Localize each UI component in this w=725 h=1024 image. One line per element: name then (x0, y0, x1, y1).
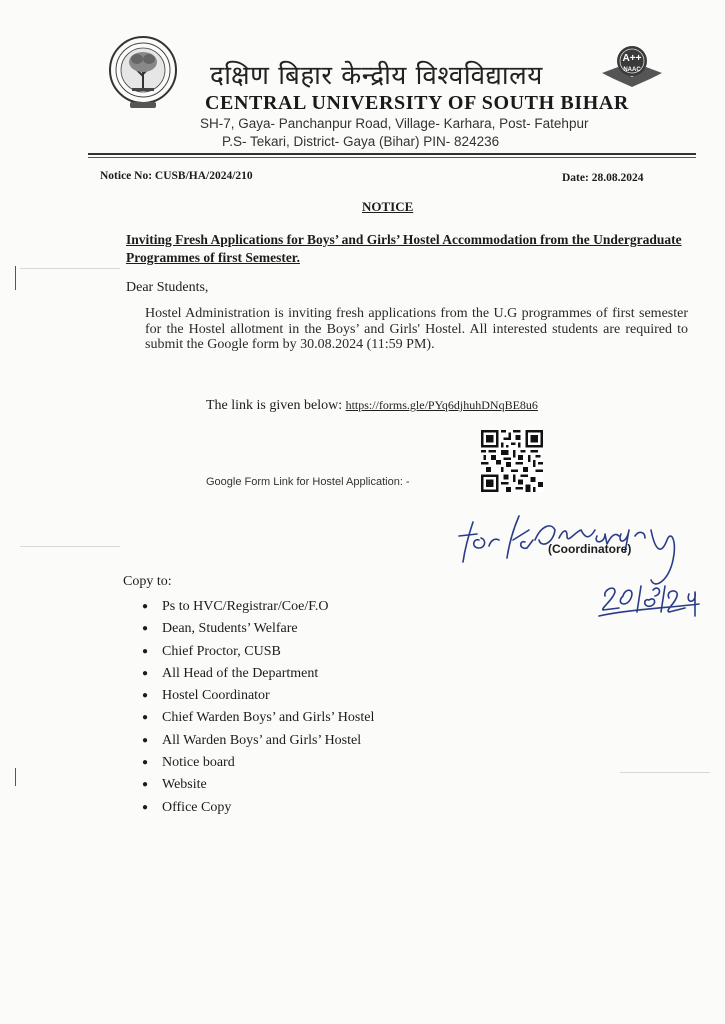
address-line-2: P.S- Tekari, District- Gaya (Bihar) PIN- 824236 (222, 134, 500, 149)
bullet-icon: ● (142, 734, 149, 746)
list-item: ● Chief Proctor, CUSB (142, 641, 374, 663)
scan-mark (15, 768, 16, 786)
list-item: ● Ps to HVC/Registrar/Coe/F.O (142, 596, 374, 618)
header-rule (88, 153, 696, 155)
scan-shadow (20, 546, 120, 547)
bullet-icon: ● (142, 601, 149, 612)
list-item: ● Notice board (142, 752, 374, 774)
bullet-icon: ● (142, 645, 149, 657)
notice-body: Hostel Administration is inviting fresh applications from the U.G programmes of first semester for the Hostel allotment in the Boys’ and Girls' Hostel. All interested students are required to submit the Google form by 30.08.2024 (11:59 PM). (145, 306, 688, 352)
scan-mark (15, 266, 16, 290)
list-item: ● Office Copy (142, 797, 374, 819)
notice-heading: NOTICE (362, 199, 414, 214)
naac-grade: A++ (622, 53, 642, 64)
notice-number: Notice No: CUSB/HA/2024/210 (100, 170, 253, 182)
naac-badge-icon (600, 43, 664, 91)
signatory-designation: (Coordinatore) (548, 542, 632, 556)
bullet-icon: ● (142, 623, 149, 635)
notice-date: Date: 28.08.2024 (562, 172, 644, 184)
bullet-icon: ● (142, 690, 149, 702)
handwritten-signature (455, 500, 705, 630)
university-name-english: CENTRAL UNIVERSITY OF SOUTH BIHAR (205, 92, 629, 114)
link-line (206, 398, 538, 414)
list-item: ● All Head of the Department (142, 663, 374, 685)
copy-to-list (142, 596, 374, 819)
header-rule-thin (88, 157, 696, 158)
bullet-icon: ● (142, 667, 149, 679)
link-prefix: The link is given below: (206, 398, 343, 413)
copy-to-heading: Copy to: (123, 574, 172, 589)
list-item: ● Website (142, 774, 374, 796)
qr-code-label: Google Form Link for Hostel Application: - (206, 476, 410, 488)
greeting: Dear Students, (126, 280, 209, 295)
scan-shadow (620, 772, 710, 773)
notice-subject: Inviting Fresh Applications for Boys’ and Girls’ Hostel Accommodation from the Undergraduate Programmes of first Semester. (126, 232, 682, 265)
scan-shadow (20, 268, 120, 269)
university-emblem-icon (108, 32, 178, 114)
qr-code-icon[interactable] (481, 430, 543, 492)
list-item: ● Hostel Coordinator (142, 685, 374, 707)
address-line-1: SH-7, Gaya- Panchanpur Road, Village- Karhara, Post- Fatehpur (200, 116, 589, 131)
naac-label: NAAC (623, 67, 641, 73)
list-item: ● Chief Warden Boys’ and Girls’ Hostel (142, 707, 374, 729)
list-item: ● Dean, Students’ Welfare (142, 618, 374, 640)
bullet-icon: ● (142, 779, 149, 791)
bullet-icon: ● (142, 801, 149, 813)
bullet-icon: ● (142, 757, 149, 769)
google-form-link[interactable]: https://forms.gle/PYq6djhuhDNqBE8u6 (345, 398, 538, 412)
university-name-hindi: दक्षिण बिहार केन्द्रीय विश्वविद्यालय (210, 61, 543, 91)
list-item: ● All Warden Boys’ and Girls’ Hostel (142, 730, 374, 752)
bullet-icon: ● (142, 712, 149, 724)
